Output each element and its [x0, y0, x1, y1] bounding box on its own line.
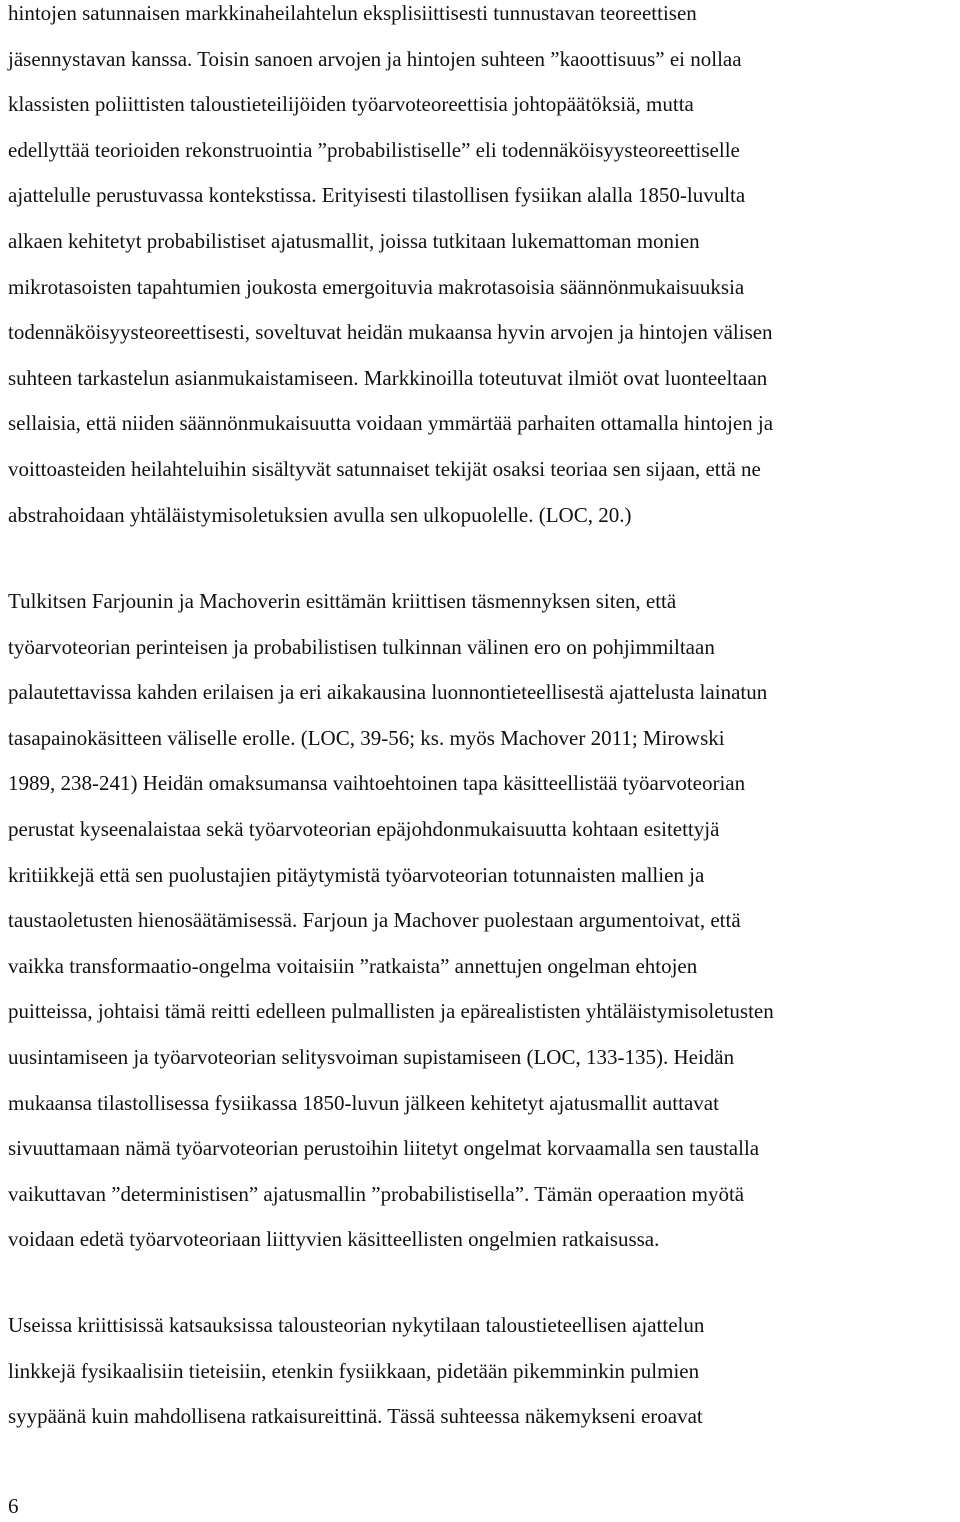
text-line: palautettavissa kahden erilaisen ja eri aikakausina luonnontieteellisestä ajattelusta lainatun — [8, 680, 768, 705]
text-line: mukaansa tilastollisessa fysiikassa 1850-luvun jälkeen kehitetyt ajatusmallit auttavat — [8, 1090, 719, 1115]
text-line: abstrahoidaan yhtäläistymisoletuksien avulla sen ulkopuolelle. (LOC, 20.) — [8, 502, 632, 527]
text-line: Useissa kriittisissä katsauksissa talousteorian nykytilaan taloustieteellisen ajattelun — [8, 1313, 705, 1337]
text-line: vaikuttavan ”deterministisen” ajatusmallin ”probabilistisella”. Tämän operaation myötä — [8, 1181, 745, 1206]
text-line: jäsennystavan kanssa. Toisin sanoen arvojen ja hintojen suhteen ”kaoottisuus” ei nollaa — [8, 46, 742, 71]
text-line: klassisten poliittisten taloustieteilijöiden työarvoteoreettisia johtopäätöksiä, mutta — [8, 92, 694, 117]
paragraph-2 — [8, 579, 960, 1263]
text-line: 1989, 238-241) Heidän omaksumansa vaihtoehtoinen tapa käsitteellistää työarvoteorian — [8, 771, 746, 796]
paragraph-1 — [8, 0, 960, 538]
text-line: voittoasteiden heilahteluihin sisältyvät satunnaiset tekijät osaksi teoriaa sen sijaan, että ne — [8, 456, 761, 481]
text-line: perustat kyseenalaistaa sekä työarvoteorian epäjohdonmukaisuutta kohtaan esitettyjä — [8, 816, 720, 841]
paragraph-3 — [8, 1303, 960, 1440]
text-line: vaikka transformaatio-ongelma voitaisiin ”ratkaista” annettujen ongelman ehtojen — [8, 953, 698, 978]
text-line: puitteissa, johtaisi tämä reitti edelleen pulmallisten ja epärealististen yhtäläistymisoletusten — [8, 999, 774, 1024]
text-line: linkkejä fysikaalisiin tieteisiin, etenkin fysiikkaan, pidetään pikemminkin pulmien — [8, 1358, 700, 1383]
text-line: edellyttää teorioiden rekonstruointia ”probabilistiselle” eli todennäköisyysteoreettiselle — [8, 137, 740, 162]
text-line: alkaen kehitetyt probabilistiset ajatusmallit, joissa tutkitaan lukemattoman monien — [8, 228, 700, 253]
text-line: todennäköisyysteoreettisesti, soveltuvat heidän mukaansa hyvin arvojen ja hintojen välisen — [8, 320, 773, 345]
text-line: ajattelulle perustuvassa kontekstissa. Erityisesti tilastollisen fysiikan alalla 1850-luvulta — [8, 183, 746, 208]
text-line: Tulkitsen Farjounin ja Machoverin esittämän kriittisen täsmennyksen siten, että — [8, 589, 677, 613]
text-line: tasapainokäsitteen väliselle erolle. (LOC, 39-56; ks. myös Machover 2011; Mirowski — [8, 725, 725, 750]
text-line: kritiikkejä että sen puolustajien pitäytymistä työarvoteorian totunnaisten mallien ja — [8, 862, 705, 887]
text-line: taustaoletusten hienosäätämisessä. Farjoun ja Machover puolestaan argumentoivat, että — [8, 908, 741, 933]
text-line: uusintamiseen ja työarvoteorian selitysvoiman supistamiseen (LOC, 133-135). Heidän — [8, 1044, 735, 1069]
text-line: sellaisia, että niiden säännönmukaisuutta voidaan ymmärtää parhaiten ottamalla hintojen ja — [8, 411, 774, 436]
page-number: 6 — [8, 1494, 19, 1518]
text-line: voidaan edetä työarvoteoriaan liittyvien käsitteellisten ongelmien ratkaisussa. — [8, 1227, 660, 1252]
text-line: työarvoteorian perinteisen ja probabilistisen tulkinnan välinen ero on pohjimmiltaan — [8, 634, 715, 659]
text-line: sivuuttamaan nämä työarvoteorian perustoihin liitetyt ongelmat korvaamalla sen taustalla — [8, 1136, 760, 1161]
text-line: hintojen satunnaisen markkinaheilahtelun eksplisiittisesti tunnustavan teoreettisen — [8, 1, 697, 25]
text-line: mikrotasoisten tapahtumien joukosta emergoituvia makrotasoisia säännönmukaisuuksia — [8, 274, 745, 299]
text-line: syypäänä kuin mahdollisena ratkaisureittinä. Tässä suhteessa näkemykseni eroavat — [8, 1404, 703, 1429]
text-line: suhteen tarkastelun asianmukaistamiseen. Markkinoilla toteutuvat ilmiöt ovat luonteeltaan — [8, 365, 768, 390]
